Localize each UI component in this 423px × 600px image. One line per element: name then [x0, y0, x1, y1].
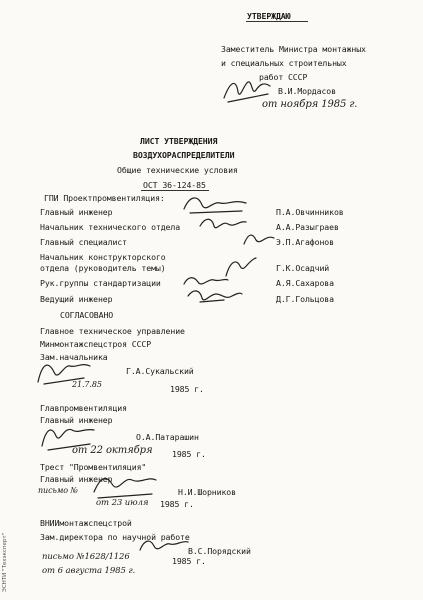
block4-line-2: Зам.директора по научной работе — [40, 532, 190, 542]
signatory-4-role: Начальник конструкторского — [40, 252, 166, 262]
signatory-1-name: П.А.Овчинников — [276, 207, 344, 217]
signatory-2-name: А.А.Разыграев — [276, 222, 339, 232]
signatory-3-signature — [240, 228, 280, 250]
approve-line-3: работ СССР — [259, 72, 308, 82]
sidebar-watermark: ЭСНТИ "Техэксперт" — [2, 532, 8, 592]
block2-line-1: Главпромвентиляция — [40, 403, 127, 413]
signatory-1-role: Главный инженер — [40, 207, 113, 217]
block1-signer: Г.А.Сукальский — [126, 366, 194, 376]
signatory-3-name: Э.П.Агафонов — [276, 237, 334, 247]
block1-line-1: Главное техническое управление — [40, 326, 185, 336]
signatory-3-role: Главный специалист — [40, 237, 127, 247]
title-code-underline — [141, 190, 209, 191]
block4-line-1: ВНИИмонтажспецстрой — [40, 518, 132, 528]
block2-hw-date: от 22 октября — [72, 445, 153, 456]
approve-date: от ноября 1985 г. — [262, 99, 358, 110]
block3-line-2: Главный инженер — [40, 474, 113, 484]
block3-hw-letter: письмо № — [38, 486, 78, 495]
signatory-5-role: Рук.группы стандартизации — [40, 278, 161, 288]
block3-line-1: Трест "Промвентиляция" — [40, 462, 147, 472]
approve-title: УТВЕРЖДАЮ — [247, 11, 291, 21]
signatory-6-name: Д.Г.Гольцова — [276, 294, 334, 304]
block3-hw-date: от 23 июля — [96, 498, 149, 508]
title-subtitle: Общие технические условия — [117, 165, 238, 175]
approve-title-underline — [246, 21, 308, 22]
block1-line-3: Зам.начальника — [40, 352, 108, 362]
block2-line-2: Главный инженер — [40, 415, 113, 425]
block4-signature — [136, 534, 190, 558]
block3-year: 1985 г. — [160, 499, 194, 509]
block1-year: 1985 г. — [170, 384, 204, 394]
block4-hw-date: от 6 августа 1985 г. — [42, 566, 136, 576]
title-sheet: ЛИСТ УТВЕРЖДЕНИЯ — [140, 136, 218, 146]
block3-signer: Н.И.Шорников — [178, 487, 236, 497]
block4-signer: В.С.Порядский — [188, 546, 251, 556]
org-name: ГПИ Проектпромвентиляция: — [44, 193, 165, 203]
block1-line-2: Минмонтажспецстроя СССР — [40, 339, 152, 349]
approve-line-1: Заместитель Министра монтажных — [221, 44, 366, 54]
signatory-5-name: А.Я.Сахарова — [276, 278, 334, 288]
block2-signer: О.А.Патарашин — [136, 432, 199, 442]
signatory-6-role: Ведущий инженер — [40, 294, 113, 304]
block1-hw-date: 21.7.85 — [72, 380, 102, 389]
signatory-4-name: Г.К.Осадчий — [276, 263, 330, 273]
agreed-title: СОГЛАСОВАНО — [60, 310, 114, 320]
title-standard-code: ОСТ 36-124-85 — [143, 180, 206, 190]
signatory-2-role: Начальник технического отдела — [40, 222, 181, 232]
block4-year: 1985 г. — [172, 556, 206, 566]
approve-line-2: и специальных строительных — [221, 58, 347, 68]
block4-hw-letter: письмо №1628/1126 — [42, 552, 130, 562]
approve-signer: В.И.Мордасов — [278, 86, 336, 96]
signatory-4-role-cont: отдела (руководитель темы) — [40, 263, 166, 273]
signatory-6-signature — [184, 284, 244, 308]
block2-year: 1985 г. — [172, 449, 206, 459]
title-product: ВОЗДУХОРАСПРЕДЕЛИТЕЛИ — [133, 150, 235, 160]
